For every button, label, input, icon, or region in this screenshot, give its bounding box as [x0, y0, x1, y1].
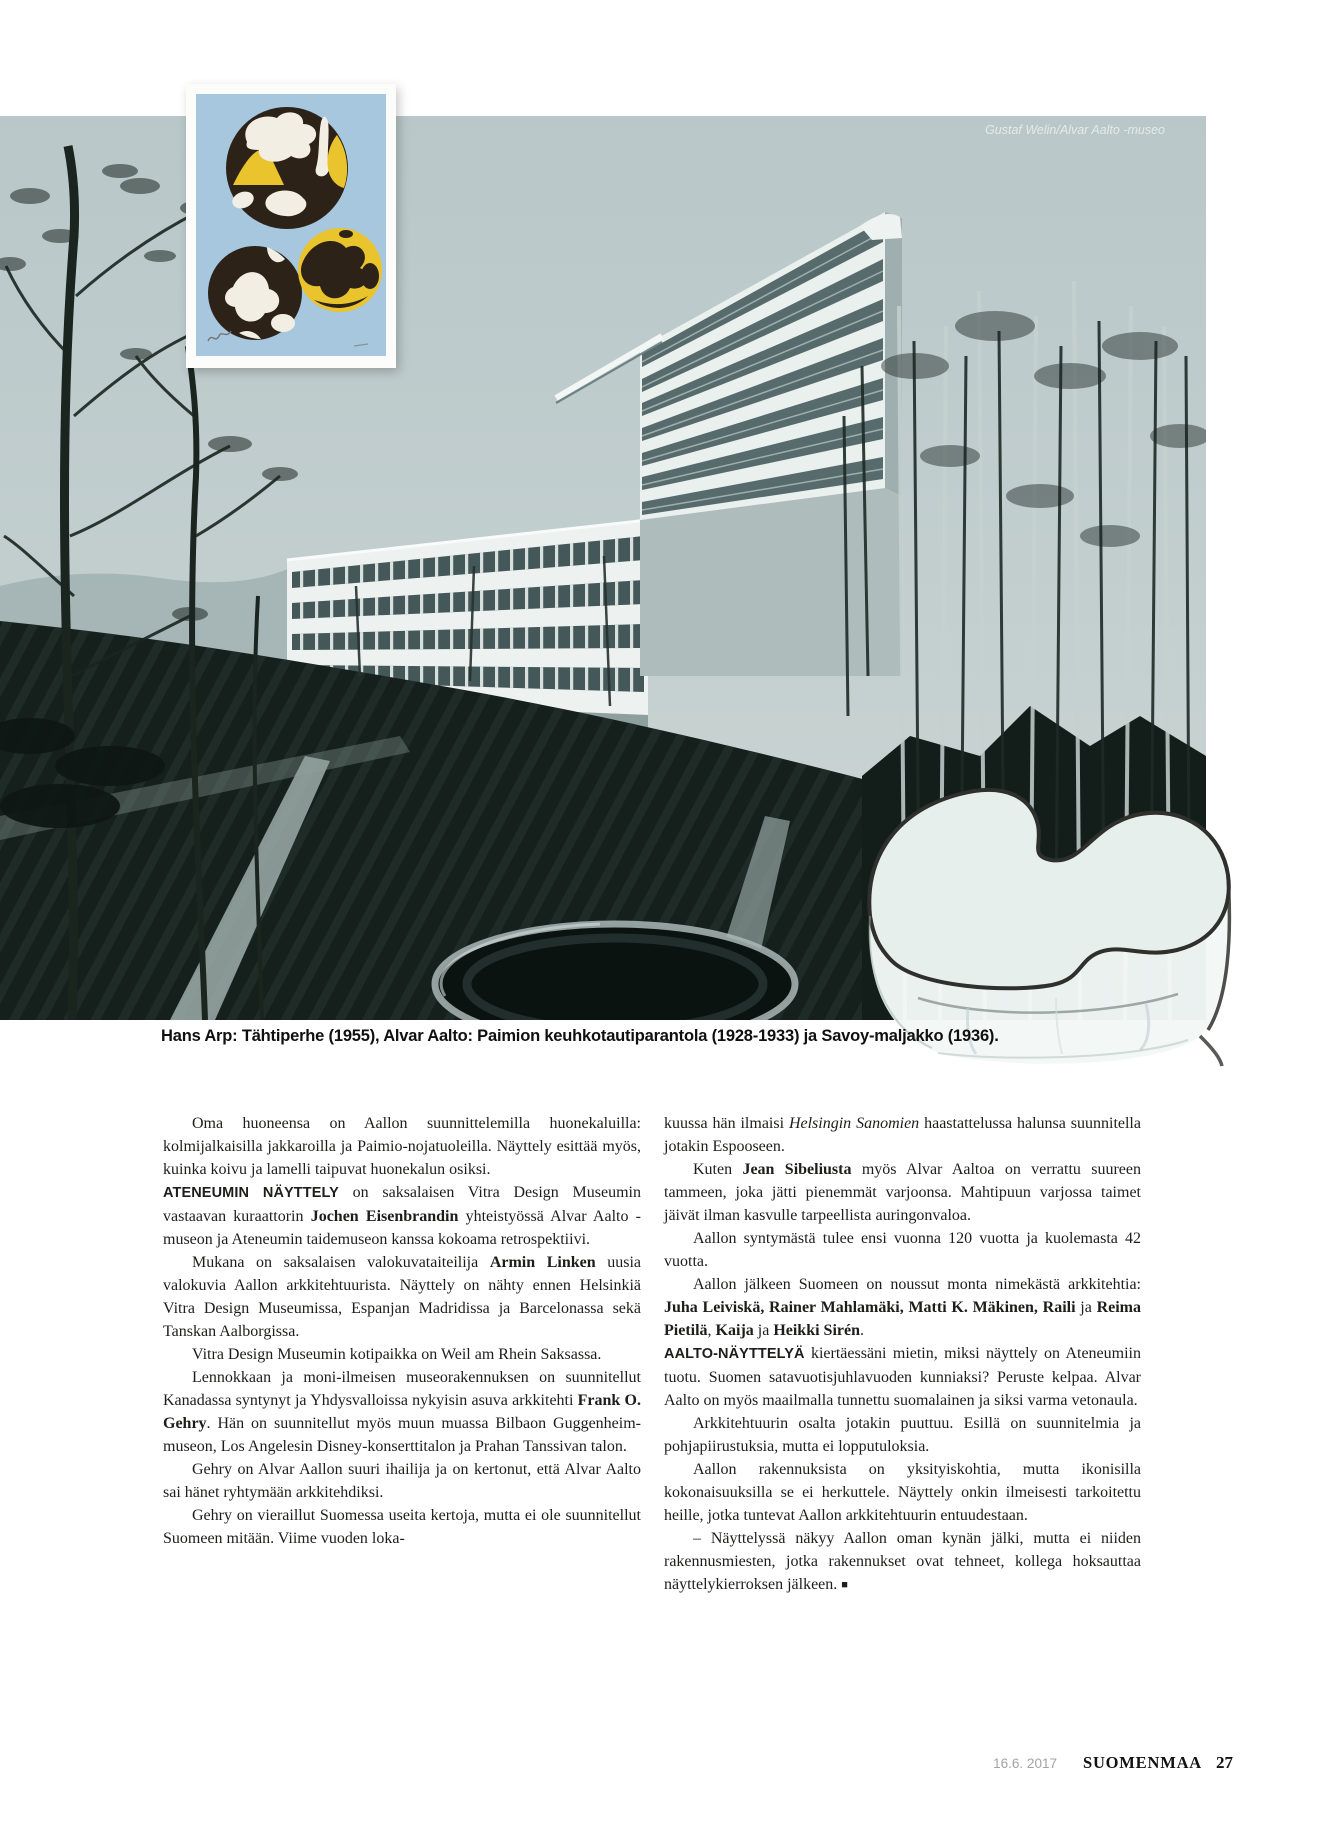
- text-run: myös Alvar Aaltoa on verrattu suureen tammeen, joka jätti pienemmät varjoonsa. Mahtipuun varjossa taimet jäivät ilman kasvulle tarpeellista auringonvaloa.: [664, 1161, 1142, 1224]
- paragraph: [163, 1366, 641, 1458]
- text-run: Oma huoneensa on Aallon suunnittelemilla huonekaluilla: kolmijalkaisilla jakkaroilla ja Paimio-nojatuoleilla. Näyttely esittää myös, kuinka koivu ja lamelli taipuvat huonekalun osiksi.: [163, 1115, 641, 1178]
- photo-caption: Hans Arp: Tähtiperhe (1955), Alvar Aalto: Paimion keuhkotautiparantola (1928-1933) ja Savoy-maljakko (1936).: [161, 1027, 999, 1045]
- page-footer: [993, 1753, 1233, 1773]
- text-run: ATENEUMIN NÄYTTELY: [163, 1185, 339, 1201]
- text-run: Mukana on saksalaisen valokuvataiteilija: [192, 1254, 490, 1271]
- text-run: ja: [753, 1322, 774, 1339]
- paragraph: [664, 1458, 1141, 1527]
- paragraph: [163, 1343, 641, 1366]
- text-run: Arkkitehtuurin osalta jotakin puuttuu. Esillä on suunnitelmia ja pohjapiirustuksia, mutta ei lopputuloksia.: [664, 1415, 1141, 1455]
- text-run: Jean Sibeliusta: [742, 1161, 852, 1178]
- text-run: haastattelussa halunsa suunnitella jotakin Espooseen.: [664, 1115, 1141, 1155]
- savoy-vase-image: [848, 698, 1248, 1076]
- text-run: kiertäessäni mietin, miksi näyttely on Ateneumiin tuotu. Suomen satavuotisjuhlavuoden kunniaksi? Peruste kelpaa. Alvar Aalto on myös maailmalla tunnettu suomalainen ja siksi varma vetonaula.: [664, 1345, 1141, 1409]
- page-number: 27: [1216, 1753, 1233, 1772]
- text-run: ja: [1075, 1299, 1097, 1316]
- text-run: Gehry on vieraillut Suomessa useita kertoja, mutta ei ole suunnitellut Suomeen mitään. Viime vuoden loka-: [163, 1507, 641, 1547]
- paragraph: [664, 1158, 1141, 1227]
- reflecting-pool: [435, 924, 795, 1020]
- paragraph: [163, 1504, 641, 1550]
- arp-circle-large: [226, 107, 348, 229]
- text-run: Aallon jälkeen Suomeen on noussut monta nimekästä arkkitehtia:: [693, 1276, 1141, 1293]
- magazine-name: SUOMENMAA: [1082, 1753, 1202, 1772]
- issue-date: 16.6. 2017: [993, 1756, 1057, 1771]
- paragraph: [664, 1527, 1141, 1597]
- text-run: Aallon rakennuksista on yksityiskohtia, mutta ikonisilla kokonaisuuksilla se ei herkuttele. Näyttely onkin ilmeisesti tarkoitettu heille, jotka tuntevat Aallon arkkitehtuurin entuudestaan.: [664, 1461, 1141, 1524]
- text-run: Kuten: [693, 1161, 743, 1178]
- text-run: Reima Pietilä: [664, 1299, 1141, 1339]
- text-run: Lennokkaan ja moni-ilmeisen museorakennuksen on suunnitellut Kanadassa syntynyt ja Yhdysvalloissa nykyisin asuva arkkitehti: [163, 1369, 641, 1409]
- text-run: ,: [707, 1322, 716, 1339]
- text-run: .: [860, 1322, 864, 1339]
- arp-artwork: [196, 94, 386, 356]
- text-run: . Hän on suunnitellut myös muun muassa Bilbaon Guggenheim-museon, Los Angelesin Disney-konserttitalon ja Prahan Tanssivan talon.: [163, 1415, 641, 1455]
- text-run: Vitra Design Museumin kotipaikka on Weil am Rhein Saksassa.: [192, 1346, 602, 1363]
- text-run: Helsingin Sanomien: [788, 1115, 920, 1132]
- text-run: Gehry on Alvar Aallon suuri ihailija ja on kertonut, että Alvar Aalto sai hänet ryhtymään arkkitehdiksi.: [163, 1461, 641, 1501]
- text-run: – Näyttelyssä näkyy Aallon oman kynän jälki, mutta ei niiden rakennusmiesten, jotka rakennukset ovat tehneet, kollega hoksauttaa näyttelykierroksen jälkeen.: [664, 1530, 1141, 1593]
- text-run: Armin Linken: [489, 1254, 596, 1271]
- text-run: Aallon syntymästä tulee ensi vuonna 120 vuotta ja kuolemasta 42 vuotta.: [664, 1230, 1141, 1270]
- text-run: Heikki Sirén: [773, 1322, 860, 1339]
- paragraph: [664, 1227, 1141, 1273]
- text-run: Kaija: [715, 1322, 754, 1339]
- paragraph: [163, 1112, 641, 1181]
- photo-credit: Gustaf Welin/Alvar Aalto -museo: [985, 123, 1165, 137]
- text-run: uusia valokuvia Aallon arkkitehtuurista. Näyttely on nähty ennen Helsinkiä Vitra Design Museumissa, Espanjan Madridissa ja Barcelonassa sekä Tanskan Aalborgissa.: [163, 1254, 641, 1340]
- article-column-left: [163, 1112, 641, 1550]
- savoy-vase: [848, 698, 1248, 1076]
- paragraph: [664, 1342, 1141, 1412]
- text-run: Juha Leiviskä, Rainer Mahlamäki, Matti K. Mäkinen, Raili: [664, 1299, 1076, 1316]
- paragraph: [664, 1112, 1141, 1158]
- paragraph: [664, 1412, 1141, 1458]
- paragraph: [163, 1251, 641, 1343]
- arp-circle-bottom-left: [208, 246, 302, 340]
- end-mark: ■: [841, 1579, 848, 1591]
- article-column-right: [664, 1112, 1141, 1597]
- text-run: Frank O. Gehry: [163, 1392, 641, 1432]
- text-run: AALTO-NÄYTTELYÄ: [664, 1346, 805, 1362]
- arp-circle-bottom-right: [298, 228, 382, 312]
- text-run: Jochen Eisenbrandin: [310, 1208, 459, 1225]
- hans-arp-print: [186, 84, 396, 368]
- paragraph: [163, 1458, 641, 1504]
- text-run: yhteistyössä Alvar Aalto -museon ja Ateneumin taidemuseon kanssa kokoama retrospektiivi.: [163, 1208, 642, 1248]
- paragraph: [664, 1273, 1141, 1342]
- text-run: kuussa hän ilmaisi: [664, 1115, 789, 1132]
- paragraph: [163, 1181, 641, 1251]
- text-run: on saksalaisen Vitra Design Museumin vastaavan kuraattorin: [163, 1184, 641, 1225]
